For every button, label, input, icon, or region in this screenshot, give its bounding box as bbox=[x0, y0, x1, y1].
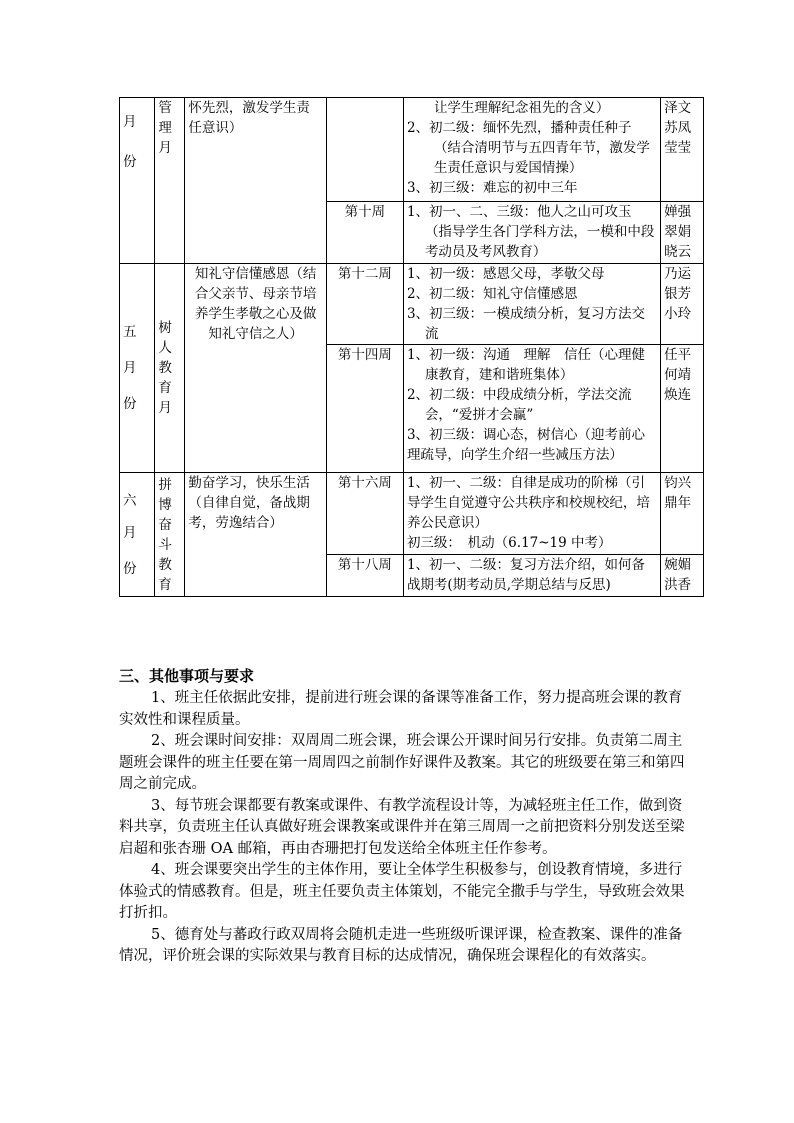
paragraph: 5、德育处与蕃政行政双周将会随机走进一些班级听课评课，检查教案、课件的准备情况，评价班会课的实际效果与教育目标的达成情况，确保班会课程化的有效落实。 bbox=[119, 926, 683, 964]
content-cell bbox=[403, 264, 660, 345]
month-char: 六 bbox=[123, 492, 137, 509]
content-line: 1、初一、二、三级：他人之山可攻玉（指导学生各门学科方法，一模和中段考动员及考风教育） bbox=[406, 204, 655, 260]
content-line: （结合清明节与五四青年节，激发学生责任意识与爱国情操） bbox=[433, 140, 650, 176]
content-line: 2、初二级：知礼守信懂感恩 bbox=[406, 286, 578, 302]
content-line: 2、初二级：中段成绩分析，学法交流会，“爱拼才会赢” bbox=[406, 387, 632, 423]
content-cell bbox=[403, 473, 660, 555]
table-row bbox=[120, 98, 704, 202]
week-cell: 第十二周 bbox=[326, 264, 403, 345]
week-cell bbox=[326, 98, 403, 202]
month-char: 月 bbox=[123, 524, 137, 541]
content-cell bbox=[403, 555, 660, 597]
content-line: 让学生理解纪念祖先的含义） bbox=[433, 100, 610, 116]
month-char bbox=[123, 140, 151, 152]
month-char: 月 bbox=[123, 360, 137, 376]
week-cell: 第十八周 bbox=[326, 555, 403, 597]
section-title: 三、其他事项与要求 bbox=[119, 667, 255, 685]
week-cell: 第十六周 bbox=[326, 473, 403, 555]
theme-cell: 树人教育月 bbox=[155, 264, 185, 473]
activity-plan-table bbox=[119, 97, 704, 597]
teacher-cell: 钧兴鼎年 bbox=[661, 473, 704, 555]
table-row bbox=[120, 264, 704, 345]
teacher-cell: 泽文苏凤莹莹 bbox=[661, 98, 704, 202]
content-line: 1、初一级：感恩父母，孝敬父母 bbox=[406, 266, 605, 282]
table-row bbox=[120, 473, 704, 555]
content-line: 1、初一、二级：复习方法介绍，如何备战期考(期考动员,学期总结与反思) bbox=[406, 557, 646, 593]
paragraph: 1、班主任依据此安排，提前进行班会课的备课等准备工作，努力提高班会课的教育实效性和课程质量。 bbox=[119, 690, 683, 728]
theme-cell: 管理月 bbox=[155, 98, 185, 264]
content-line: 3、初三级：调心态，树信心（迎考前心理疏导，向学生介绍一些减压方法） bbox=[406, 427, 646, 463]
requirements-body bbox=[119, 688, 685, 968]
teacher-cell: 乃运银芳小玲 bbox=[661, 264, 704, 345]
paragraph: 4、班会课要突出学生的主体作用，要让全体学生积极参与，创设教育情境，多进行体验式的情感教育。但是，班主任要负责主体策划，不能完全撒手与学生，导致班会效果打折扣。 bbox=[119, 862, 685, 921]
paragraph: 2、班会课时间安排：双周周二班会课，班会课公开课时间另行安排。负责第二周主题班会课件的班主任要在第一周周四之前制作好课件及教案。其它的班级要在第三和第四周之前完成。 bbox=[119, 733, 685, 792]
content-line: 3、初三级：难忘的初中三年 bbox=[406, 180, 578, 196]
month-char: 五 bbox=[123, 324, 137, 340]
goal-cell: 知礼守信懂感恩（结合父亲节、母亲节培养学生孝敬之心及做知礼守信之人） bbox=[185, 264, 326, 473]
goal-cell: 怀先烈，激发学生责任意识） bbox=[185, 98, 326, 264]
month-char: 份 bbox=[123, 560, 137, 577]
week-cell: 第十周 bbox=[326, 202, 403, 264]
month-char: 份 bbox=[123, 396, 137, 412]
content-cell bbox=[403, 202, 660, 264]
content-line: 初三级： 机动（6.17~19 中考） bbox=[406, 535, 612, 551]
paragraph: 3、每节班会课都要有教案或课件、有教学流程设计等，为减轻班主任工作，做到资料共享，负责班主任认真做好班会课教案或课件并在第三周周一之前把资料分别发送至梁启超和张杏珊 OA 邮箱，再由杏珊把打包发送给全体班主任作参考。 bbox=[119, 797, 685, 857]
week-cell: 第十四周 bbox=[326, 345, 403, 473]
content-line: 1、初一、二级：自律是成功的阶梯（引导学生自觉遵守公共秩序和校规校纪，培养公民意识） bbox=[406, 475, 650, 531]
month-cell bbox=[120, 473, 155, 597]
month-char: 份 bbox=[123, 154, 137, 170]
teacher-cell: 婉媚洪香 bbox=[661, 555, 704, 597]
teacher-cell: 婵强翠娟晓云 bbox=[661, 202, 704, 264]
month-cell bbox=[120, 264, 155, 473]
content-cell bbox=[403, 345, 660, 473]
month-cell bbox=[120, 98, 155, 264]
content-line: 2、初二级：缅怀先烈，播种责任种子 bbox=[406, 120, 632, 136]
content-cell bbox=[403, 98, 660, 202]
theme-cell: 拼博奋斗教育 bbox=[155, 473, 185, 597]
content-line: 1、初一级：沟通 理解 信任（心理健康教育，建和谐班集体） bbox=[406, 347, 646, 383]
goal-cell: 勤奋学习，快乐生活（自律自觉，备战期考，劳逸结合） bbox=[185, 473, 326, 597]
month-char: 月 bbox=[123, 114, 137, 130]
content-line: 3、初三级：一模成绩分析，复习方法交流 bbox=[406, 306, 646, 342]
teacher-cell: 任平何靖焕连 bbox=[661, 345, 704, 473]
